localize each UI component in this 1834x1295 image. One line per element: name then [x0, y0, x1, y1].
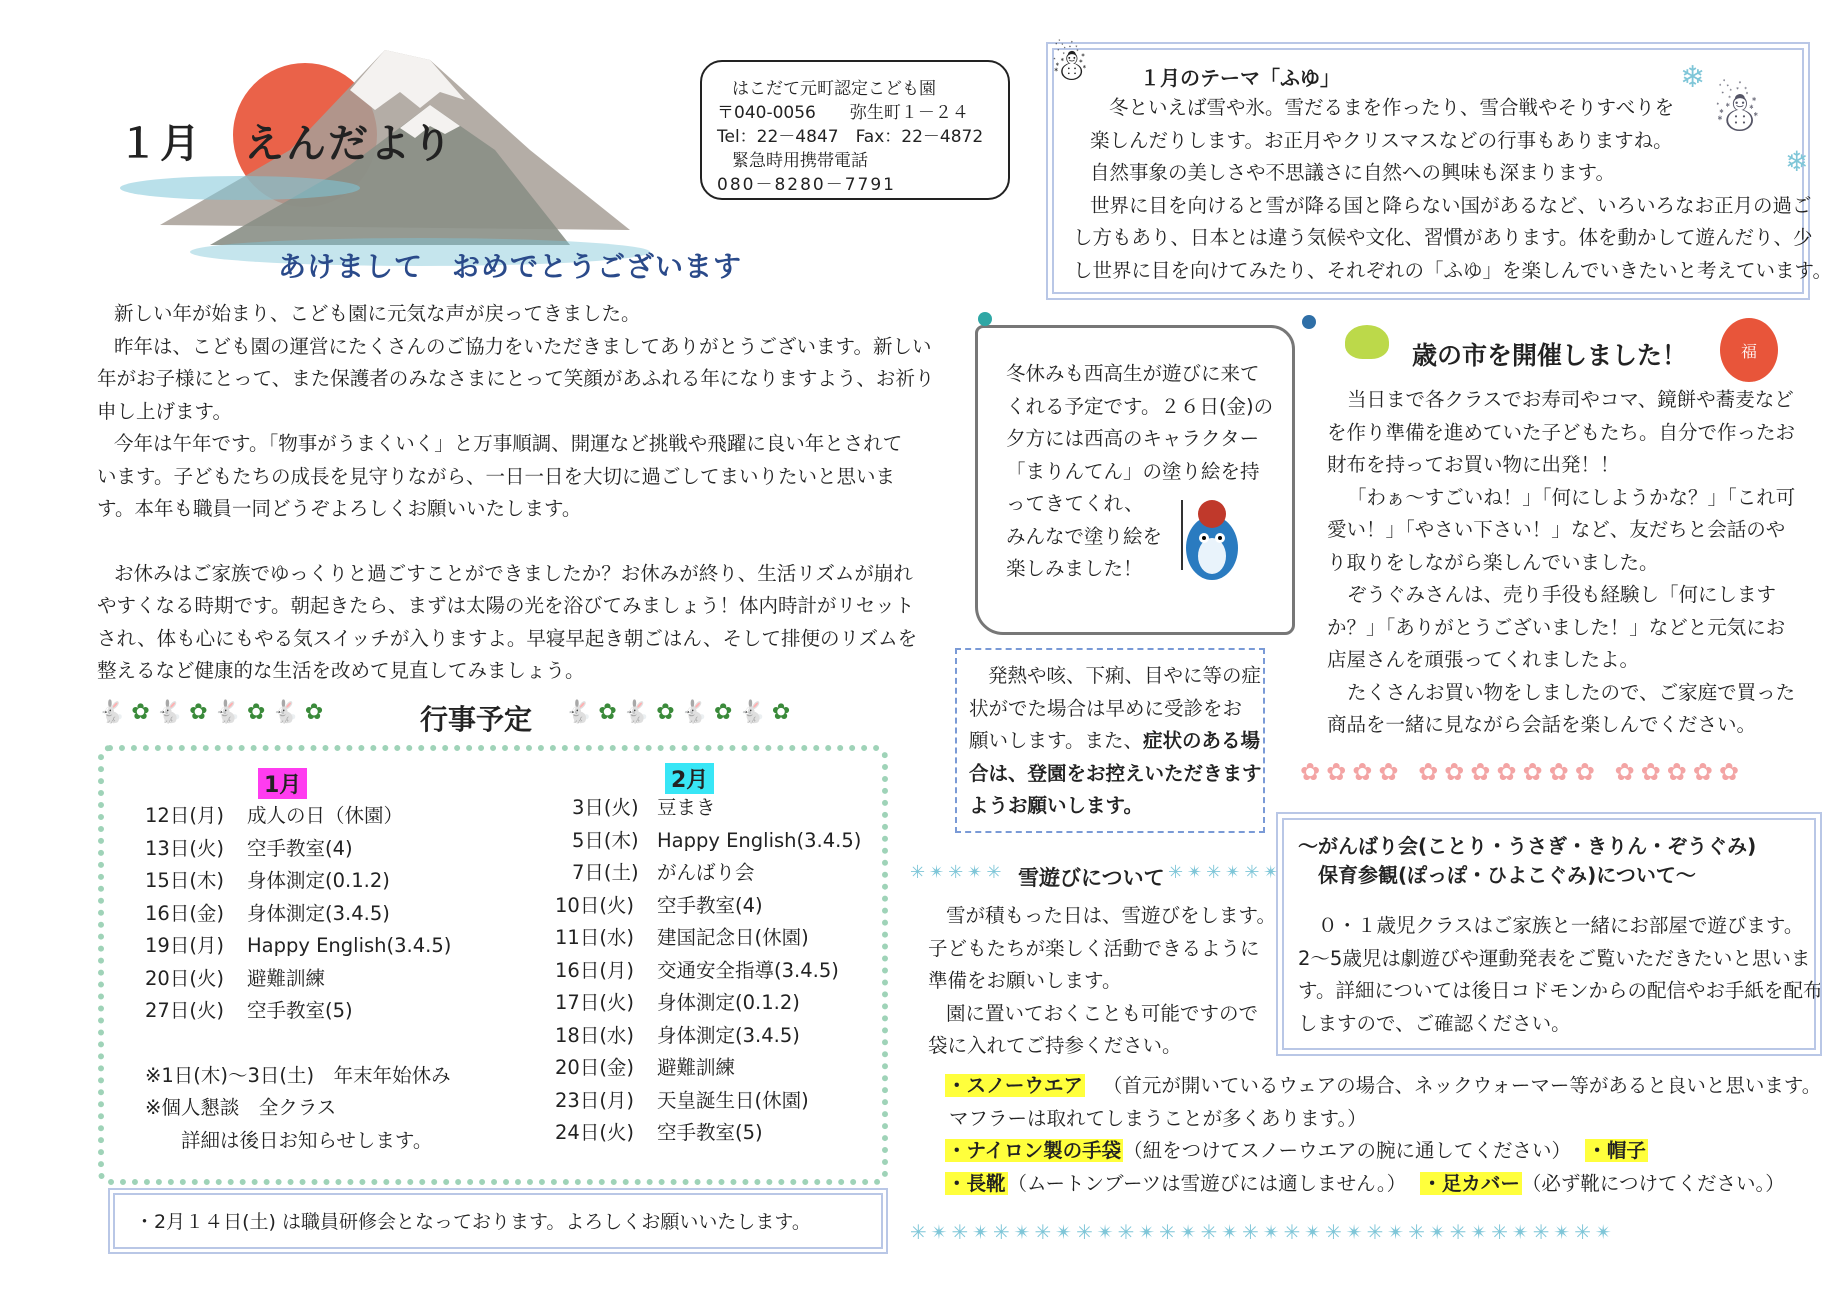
market-line: 店屋さんを頑張ってくれましたよ。	[1327, 648, 1640, 671]
event-date: 10日(火)	[555, 893, 635, 917]
market-line: 財布を持ってお買い物に出発！！	[1327, 453, 1620, 476]
spacer	[145, 1028, 451, 1060]
snowflake-icon: ❄	[1680, 60, 1706, 95]
school-name: はこだて元町認定こども園	[732, 79, 936, 99]
event-row	[555, 955, 861, 988]
penguin-character-icon	[1170, 490, 1250, 590]
snow-item-label: ・長靴	[947, 1171, 1006, 1195]
ganbari-title-1: ～がんばり会(ことり・うさぎ・きりん・ぞうぐみ)	[1298, 834, 1757, 858]
event-name: 避難訓練	[247, 966, 326, 990]
event-name: 身体測定(3.4.5)	[247, 901, 390, 925]
daruma-icon	[1720, 318, 1778, 382]
snow-line: 子どもたちが楽しく活動できるように	[928, 936, 1260, 960]
emergency-label: 緊急時用携帯電話	[732, 151, 868, 171]
snow-title: 雪遊びについて	[1018, 866, 1165, 890]
health-line: 発熱や咳、下痢、目やに等の症	[988, 664, 1262, 687]
event-date: 11日(水)	[555, 926, 635, 949]
intro-line: 今年は午年です。「物事がうまくいく」と万事順調、開運など挑戦や飛躍に良い年とされて	[114, 432, 903, 455]
health-line	[969, 725, 1263, 758]
ganbari-line: 2～5歳児は劇遊びや運動発表をご覧いただきたいと思いま	[1298, 946, 1811, 970]
event-name: Happy English(3.4.5)	[247, 934, 452, 957]
event-date: 20日(火)	[145, 966, 225, 990]
new-year-greeting: あけまして おめでとうございます	[278, 250, 743, 283]
note-line: みんなで塗り絵を	[1006, 524, 1163, 548]
event-row	[555, 1020, 861, 1053]
health-line: 合は、登園をお控えいただきます	[969, 761, 1262, 785]
events-title: 行事予定	[420, 703, 533, 736]
health-line: ようお願いします。	[969, 794, 1143, 817]
event-date: 27日(火)	[145, 999, 225, 1022]
event-name: 避難訓練	[657, 1056, 736, 1079]
theme-title: １月のテーマ「ふゆ」	[1140, 66, 1340, 90]
intro-line: お休みはご家族でゆっくりと過ごすことができましたか？お休みが終り、生活リズムが崩れ	[114, 561, 913, 585]
feb-events	[555, 792, 861, 1150]
market-line: たくさんお買い物をしましたので、ご家庭で買った	[1347, 680, 1796, 704]
emergency-number: 080－8280－7791	[717, 175, 896, 195]
event-name: がんばり会	[657, 861, 755, 884]
event-name: 空手教室(5)	[247, 999, 353, 1022]
event-date: 16日(月)	[555, 958, 635, 982]
event-row	[555, 792, 861, 825]
ganbari-box	[1282, 818, 1823, 1050]
snow-line: 袋に入れてご持参ください。	[928, 1034, 1182, 1057]
event-name: 建国記念日(休園)	[657, 926, 809, 949]
snow-item	[945, 1168, 1821, 1201]
theme-line: 世界に目を向けると雪が降る国と降らない国があるなど、いろいろなお正月の過ご	[1090, 193, 1812, 217]
event-row	[555, 1085, 861, 1118]
event-row	[145, 898, 451, 931]
snow-item-text: （ムートンブーツは雪遊びには適しません。）	[1007, 1171, 1397, 1195]
note-line: くれる予定です。２６日(金)の	[1006, 394, 1274, 418]
event-name: 空手教室(4)	[657, 893, 763, 917]
health-line: 状がでた場合は早めに受診をお	[969, 696, 1243, 720]
snow-item-text: （紐をつけてスノーウエアの腕に通してください）	[1123, 1139, 1562, 1162]
event-row	[555, 1117, 861, 1150]
market-line: か？」「ありがとうございました！」などと元気にお	[1327, 615, 1786, 639]
training-notice-text: ・2月１４日(土) は職員研修会となっております。よろしくお願いいたします。	[135, 1211, 811, 1233]
market-line: 「わぁ～すごいね！」「何にしようかな？」「これ可	[1347, 485, 1796, 509]
jan-badge: 1月	[258, 768, 307, 799]
note-line: 冬休みも西高生が遊びに来て	[1006, 362, 1260, 385]
event-name: 豆まき	[657, 796, 716, 819]
snow-line: 雪が積もった日は、雪遊びをします。	[946, 904, 1276, 927]
intro-line: 新しい年が始まり、こども園に元気な声が戻ってきました。	[114, 302, 641, 325]
spacer	[97, 526, 934, 558]
feb-badge: 2月	[665, 763, 714, 794]
market-line: 商品を一緒に見ながら会話を楽しんでください。	[1327, 713, 1757, 736]
market-line: 愛い！」「やさい下さい！」など、友だちと会話のや	[1327, 518, 1786, 541]
daruma-character: 福	[1740, 341, 1757, 361]
event-row	[145, 865, 451, 898]
training-notice	[113, 1193, 883, 1249]
snow-item-label: ・スノーウエア	[947, 1074, 1083, 1097]
event-date: 20日(金)	[555, 1056, 635, 1079]
event-row	[145, 833, 451, 866]
event-row	[555, 857, 861, 890]
snowflake-row-icon: ✳✴✳✴✳	[910, 862, 1006, 883]
event-name: 身体測定(0.1.2)	[247, 869, 390, 892]
event-date: 3日(火)	[572, 796, 639, 819]
event-date: 19日(月)	[145, 934, 225, 957]
event-name: 身体測定(3.4.5)	[657, 1023, 800, 1047]
note-line: ってきてくれ、	[1006, 492, 1144, 515]
market-title: 歳の市を開催しました！	[1412, 341, 1688, 370]
event-row	[555, 890, 861, 923]
snow-line: 準備をお願いします。	[928, 969, 1122, 992]
note-line: 「まりんてん」の塗り絵を持	[1006, 459, 1260, 483]
snow-item-text: （首元が開いているウェアの場合、ネックウォーマー等があると良いと思います。	[1102, 1074, 1822, 1097]
snow-item-text: （必ず靴につけてください。）	[1521, 1171, 1785, 1195]
theme-text	[1073, 92, 1832, 287]
snow-item	[945, 1070, 1821, 1103]
intro-line: され、体も心にもやる気スイッチが入りますよ。早寝早起き朝ごはん、そして排便のリズムを	[97, 626, 918, 650]
event-name: 天皇誕生日(休園)	[657, 1088, 809, 1112]
event-date: 7日(土)	[572, 861, 639, 884]
event-name: 成人の日（休園）	[247, 804, 404, 827]
theme-line: 自然事象の美しさや不思議さに自然への興味も深まります。	[1090, 161, 1615, 184]
intro-line: 昨年は、こども園の運営にたくさんのご協力をいただきましてありがとうございます。新しい	[114, 334, 932, 358]
event-row	[555, 825, 861, 858]
snow-item-label: ・帽子	[1587, 1139, 1646, 1162]
intro-line: います。子どもたちの成長を見守りながら、一日一日を大切に過ごしてまいりたいと思いま	[97, 464, 895, 488]
snowflake-row-icon: ✳✴✳✴✳✴	[1168, 862, 1283, 883]
event-date: 23日(月)	[555, 1088, 635, 1112]
jan-note: ※1日(木)～3日(土) 年末年始休み	[145, 1063, 451, 1087]
event-date: 13日(火)	[145, 836, 225, 860]
theme-line: 冬といえば雪や氷。雪だるまを作ったり、雪合戦やそりすべりを	[1109, 96, 1675, 119]
market-line: り取りをしながら楽しんでいました。	[1327, 550, 1659, 574]
snow-item-label: ・ナイロン製の手袋	[947, 1139, 1122, 1162]
ganbari-line: す。詳細については後日コドモンからの配信やお手紙を配布	[1298, 979, 1823, 1002]
jan-note: 詳細は後日お知らせします。	[181, 1128, 433, 1152]
snowman-icon: ☃	[1050, 40, 1090, 91]
note-line: 夕方には西高のキャラクター	[1006, 427, 1260, 450]
health-line-bold: 症状のある場	[1142, 729, 1260, 752]
snow-item	[945, 1135, 1821, 1168]
flower-garland-icon: ✿✿✿✿ ✿✿✿✿✿✿✿ ✿✿✿✿✿	[1300, 758, 1746, 786]
health-line-plain: 願いします。また、	[969, 729, 1143, 752]
event-row	[145, 800, 451, 833]
intro-text	[97, 298, 934, 688]
event-name: 身体測定(0.1.2)	[657, 991, 800, 1014]
intro-line: やすくなる時期です。朝起きたら、まずは太陽の光を浴びてみましょう！体内時計がリセット	[97, 594, 915, 617]
ganbari-title-2: 保育参観(ぽっぽ・ひよこぐみ)について～	[1318, 863, 1696, 887]
school-address: 〒040-0056 弥生町１－２４	[717, 103, 969, 123]
contact-box	[700, 60, 1010, 200]
theme-line: 楽しんだりします。お正月やクリスマスなどの行事もありますね。	[1090, 128, 1673, 152]
intro-line: 申し上げます。	[97, 399, 232, 423]
pin-icon	[1302, 315, 1316, 329]
newsletter-title: １月 えんだより	[118, 121, 454, 167]
snow-line: 園に置いておくことも可能ですので	[946, 1001, 1259, 1025]
snow-item-label: ・足カバー	[1422, 1171, 1520, 1195]
event-row	[145, 930, 451, 963]
event-name: 空手教室(4)	[247, 836, 353, 860]
event-date: 18日(水)	[555, 1023, 635, 1047]
snow-text	[928, 900, 1276, 1063]
event-name: 交通安全指導(3.4.5)	[657, 958, 839, 982]
spinning-top-icon	[1345, 325, 1389, 359]
cloud-left	[120, 176, 360, 200]
school-phone: Tel：22－4847 Fax：22－4872	[717, 127, 984, 147]
snowflake-border-icon: ✳✴✳✴✳✴✳✴✳✴✳✴✳✴✳✴✳✴✳✴✳✴✳✴✳✴✳✴✳✴✳✴✳✴	[910, 1220, 1616, 1244]
event-date: 5日(木)	[572, 828, 639, 852]
theme-line: し方もあり、日本とは違う気候や文化、習慣があります。体を動かして遊んだり、少	[1073, 226, 1813, 249]
event-row	[555, 1052, 861, 1085]
note-line: 楽しみました！	[1006, 557, 1143, 580]
intro-line: す。本年も職員一同どうぞよろしくお願いいたします。	[97, 497, 582, 520]
intro-line: 年がお子様にとって、また保護者のみなさまにとって笑顔があふれる年になりますよう、お祈り	[97, 367, 935, 390]
theme-line: し世界に目を向けてみたり、それぞれの「ふゆ」を楽しんでいきたいと考えています。	[1073, 258, 1832, 282]
snow-item: マフラーは取れてしまうことが多くあります。）	[949, 1106, 1367, 1130]
ganbari-line: しますので、ご確認ください。	[1298, 1011, 1571, 1035]
event-name: 空手教室(5)	[657, 1121, 763, 1144]
jan-events	[145, 800, 451, 1157]
event-date: 12日(月)	[145, 804, 225, 827]
health-notice	[955, 648, 1265, 833]
snowflake-icon: ❄	[1785, 145, 1809, 178]
market-text	[1327, 384, 1795, 742]
event-row	[555, 987, 861, 1020]
market-line: 当日まで各クラスでお寿司やコマ、鏡餅や蕎麦など	[1347, 388, 1794, 411]
event-date: 15日(木)	[145, 869, 225, 892]
bunny-row-right-icon: 🐇✿🐇✿🐇✿🐇✿	[565, 700, 797, 725]
intro-line: 整えるなど健康的な生活を改めて見直してみましょう。	[97, 659, 585, 682]
market-line: を作り準備を進めていた子どもたち。自分で作ったお	[1327, 420, 1796, 444]
market-line: ぞうぐみさんは、売り手役も経験し「何にします	[1347, 583, 1777, 606]
ganbari-line: ０・１歳児クラスはご家族と一緒にお部屋で遊びます。	[1318, 914, 1804, 937]
snow-items	[945, 1070, 1821, 1200]
pin-icon	[978, 312, 992, 326]
event-date: 24日(火)	[555, 1121, 635, 1144]
event-date: 17日(火)	[555, 991, 635, 1014]
event-row	[555, 922, 861, 955]
event-row	[145, 963, 451, 996]
bunny-row-left-icon: 🐇✿🐇✿🐇✿🐇✿	[98, 700, 330, 725]
snowman-right-icon: ☃	[1712, 80, 1763, 145]
event-date: 16日(金)	[145, 901, 225, 925]
event-name: Happy English(3.4.5)	[657, 828, 862, 852]
event-row	[145, 995, 451, 1028]
jan-note: ※個人懇談 全クラス	[145, 1096, 337, 1119]
